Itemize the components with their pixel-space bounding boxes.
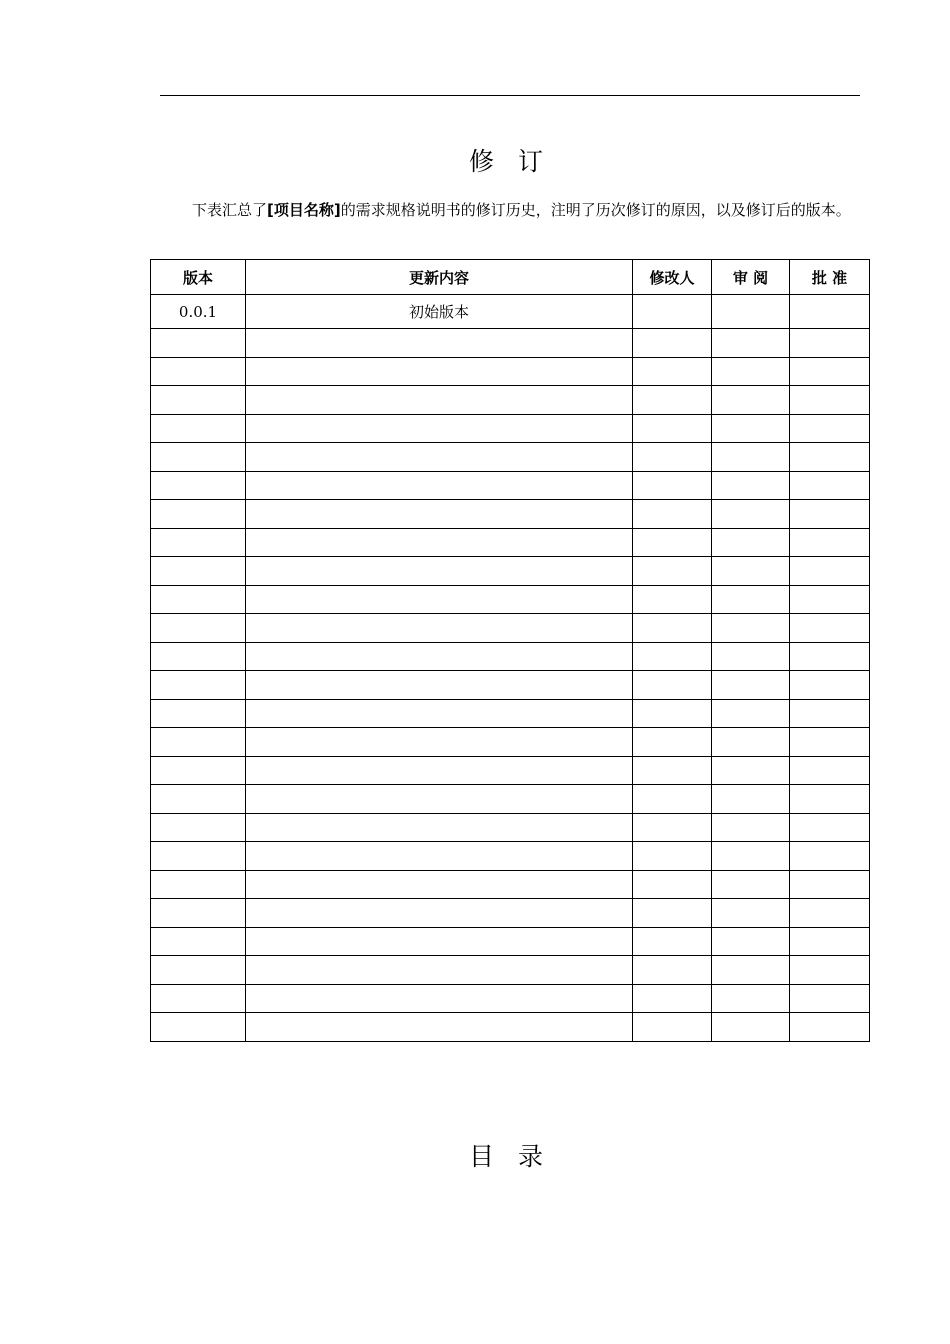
cell-modifier bbox=[633, 414, 712, 443]
cell-reviewer bbox=[712, 528, 790, 557]
cell-modifier bbox=[633, 329, 712, 358]
cell-modifier bbox=[633, 728, 712, 757]
cell-content bbox=[246, 557, 633, 586]
cell-version bbox=[151, 642, 246, 671]
cell-version bbox=[151, 756, 246, 785]
cell-modifier bbox=[633, 500, 712, 529]
table-row bbox=[151, 642, 870, 671]
table-row bbox=[151, 528, 870, 557]
cell-version bbox=[151, 927, 246, 956]
intro-suffix: 的需求规格说明书的修订历史，注明了历次修订的原因，以及修订后的版本。 bbox=[340, 201, 851, 219]
cell-version bbox=[151, 899, 246, 928]
cell-content bbox=[246, 329, 633, 358]
cell-content bbox=[246, 443, 633, 472]
cell-reviewer bbox=[712, 557, 790, 586]
cell-version bbox=[151, 1013, 246, 1042]
cell-reviewer bbox=[712, 614, 790, 643]
cell-reviewer bbox=[712, 329, 790, 358]
table-row bbox=[151, 414, 870, 443]
cell-approver bbox=[790, 386, 870, 415]
cell-version bbox=[151, 357, 246, 386]
cell-version bbox=[151, 870, 246, 899]
cell-approver bbox=[790, 671, 870, 700]
header-reviewer: 审 阅 bbox=[712, 260, 790, 295]
table-row bbox=[151, 785, 870, 814]
table-row bbox=[151, 614, 870, 643]
cell-content bbox=[246, 585, 633, 614]
cell-reviewer bbox=[712, 295, 790, 329]
cell-version bbox=[151, 956, 246, 985]
cell-content bbox=[246, 813, 633, 842]
cell-modifier bbox=[633, 813, 712, 842]
cell-reviewer bbox=[712, 642, 790, 671]
cell-content bbox=[246, 785, 633, 814]
cell-version bbox=[151, 386, 246, 415]
cell-content bbox=[246, 756, 633, 785]
cell-reviewer bbox=[712, 956, 790, 985]
table-row bbox=[151, 813, 870, 842]
toc-title: 目 录 bbox=[469, 1142, 551, 1171]
header-content: 更新内容 bbox=[246, 260, 633, 295]
table-row bbox=[151, 471, 870, 500]
cell-modifier bbox=[633, 443, 712, 472]
table-header-row bbox=[151, 260, 870, 295]
cell-approver bbox=[790, 557, 870, 586]
cell-content bbox=[246, 870, 633, 899]
cell-content bbox=[246, 528, 633, 557]
cell-approver bbox=[790, 329, 870, 358]
cell-version bbox=[151, 842, 246, 871]
cell-modifier bbox=[633, 557, 712, 586]
cell-content bbox=[246, 414, 633, 443]
revision-history-table bbox=[150, 259, 870, 1042]
cell-content bbox=[246, 357, 633, 386]
cell-reviewer bbox=[712, 357, 790, 386]
cell-content bbox=[246, 614, 633, 643]
cell-reviewer bbox=[712, 1013, 790, 1042]
cell-modifier bbox=[633, 984, 712, 1013]
cell-modifier bbox=[633, 386, 712, 415]
cell-modifier bbox=[633, 842, 712, 871]
cell-version bbox=[151, 329, 246, 358]
cell-version bbox=[151, 671, 246, 700]
cell-reviewer bbox=[712, 471, 790, 500]
table-row bbox=[151, 927, 870, 956]
cell-approver bbox=[790, 471, 870, 500]
cell-approver bbox=[790, 585, 870, 614]
cell-modifier bbox=[633, 471, 712, 500]
cell-version bbox=[151, 414, 246, 443]
cell-version bbox=[151, 528, 246, 557]
table-row bbox=[151, 956, 870, 985]
cell-approver bbox=[790, 870, 870, 899]
cell-approver bbox=[790, 357, 870, 386]
header-approver: 批 准 bbox=[790, 260, 870, 295]
table-row bbox=[151, 386, 870, 415]
cell-version bbox=[151, 614, 246, 643]
cell-modifier bbox=[633, 785, 712, 814]
table-row bbox=[151, 899, 870, 928]
table-row bbox=[151, 295, 870, 329]
cell-reviewer bbox=[712, 756, 790, 785]
table-row bbox=[151, 842, 870, 871]
cell-modifier bbox=[633, 927, 712, 956]
cell-approver bbox=[790, 756, 870, 785]
cell-modifier bbox=[633, 671, 712, 700]
cell-reviewer bbox=[712, 984, 790, 1013]
cell-approver bbox=[790, 1013, 870, 1042]
cell-content bbox=[246, 500, 633, 529]
cell-approver bbox=[790, 927, 870, 956]
cell-approver bbox=[790, 500, 870, 529]
table-row bbox=[151, 1013, 870, 1042]
cell-approver bbox=[790, 414, 870, 443]
header-rule bbox=[160, 95, 860, 96]
cell-modifier bbox=[633, 956, 712, 985]
cell-version bbox=[151, 500, 246, 529]
cell-version bbox=[151, 443, 246, 472]
cell-modifier bbox=[633, 528, 712, 557]
table-row bbox=[151, 557, 870, 586]
table-row bbox=[151, 671, 870, 700]
table-row bbox=[151, 699, 870, 728]
cell-reviewer bbox=[712, 414, 790, 443]
cell-modifier bbox=[633, 585, 712, 614]
cell-approver bbox=[790, 813, 870, 842]
cell-modifier bbox=[633, 642, 712, 671]
cell-version bbox=[151, 585, 246, 614]
cell-modifier bbox=[633, 699, 712, 728]
table-row bbox=[151, 357, 870, 386]
cell-content bbox=[246, 927, 633, 956]
table-row bbox=[151, 585, 870, 614]
cell-modifier bbox=[633, 295, 712, 329]
table-row bbox=[151, 443, 870, 472]
table-row bbox=[151, 500, 870, 529]
table-row bbox=[151, 329, 870, 358]
cell-content bbox=[246, 699, 633, 728]
cell-approver bbox=[790, 842, 870, 871]
revision-intro bbox=[158, 198, 864, 223]
cell-approver bbox=[790, 295, 870, 329]
cell-approver bbox=[790, 614, 870, 643]
cell-approver bbox=[790, 899, 870, 928]
cell-content bbox=[246, 386, 633, 415]
cell-version bbox=[151, 557, 246, 586]
cell-reviewer bbox=[712, 386, 790, 415]
cell-version bbox=[151, 984, 246, 1013]
cell-modifier bbox=[633, 756, 712, 785]
revision-rows bbox=[151, 295, 870, 1042]
cell-approver bbox=[790, 443, 870, 472]
cell-content bbox=[246, 956, 633, 985]
cell-reviewer bbox=[712, 813, 790, 842]
cell-content bbox=[246, 842, 633, 871]
intro-prefix: 下表汇总了 bbox=[192, 201, 268, 219]
cell-approver bbox=[790, 528, 870, 557]
table-row bbox=[151, 984, 870, 1013]
cell-reviewer bbox=[712, 699, 790, 728]
cell-approver bbox=[790, 728, 870, 757]
cell-content bbox=[246, 1013, 633, 1042]
table-row bbox=[151, 728, 870, 757]
cell-content: 初始版本 bbox=[246, 295, 633, 329]
header-version: 版本 bbox=[151, 260, 246, 295]
cell-version: 0.0.1 bbox=[151, 295, 246, 329]
cell-reviewer bbox=[712, 785, 790, 814]
cell-content bbox=[246, 671, 633, 700]
cell-modifier bbox=[633, 614, 712, 643]
cell-content bbox=[246, 728, 633, 757]
revision-title: 修 订 bbox=[469, 147, 551, 176]
cell-reviewer bbox=[712, 671, 790, 700]
cell-reviewer bbox=[712, 927, 790, 956]
cell-reviewer bbox=[712, 443, 790, 472]
cell-reviewer bbox=[712, 585, 790, 614]
cell-reviewer bbox=[712, 728, 790, 757]
cell-version bbox=[151, 813, 246, 842]
cell-content bbox=[246, 642, 633, 671]
cell-reviewer bbox=[712, 899, 790, 928]
project-name-placeholder: [项目名称] bbox=[267, 201, 341, 219]
cell-content bbox=[246, 471, 633, 500]
cell-modifier bbox=[633, 870, 712, 899]
cell-content bbox=[246, 984, 633, 1013]
cell-version bbox=[151, 785, 246, 814]
cell-modifier bbox=[633, 899, 712, 928]
cell-content bbox=[246, 899, 633, 928]
cell-approver bbox=[790, 642, 870, 671]
cell-reviewer bbox=[712, 500, 790, 529]
table-row bbox=[151, 756, 870, 785]
header-modifier: 修改人 bbox=[633, 260, 712, 295]
cell-modifier bbox=[633, 1013, 712, 1042]
cell-approver bbox=[790, 785, 870, 814]
cell-approver bbox=[790, 984, 870, 1013]
cell-approver bbox=[790, 699, 870, 728]
cell-reviewer bbox=[712, 870, 790, 899]
cell-modifier bbox=[633, 357, 712, 386]
cell-version bbox=[151, 699, 246, 728]
cell-approver bbox=[790, 956, 870, 985]
cell-version bbox=[151, 728, 246, 757]
cell-version bbox=[151, 471, 246, 500]
cell-reviewer bbox=[712, 842, 790, 871]
table-row bbox=[151, 870, 870, 899]
